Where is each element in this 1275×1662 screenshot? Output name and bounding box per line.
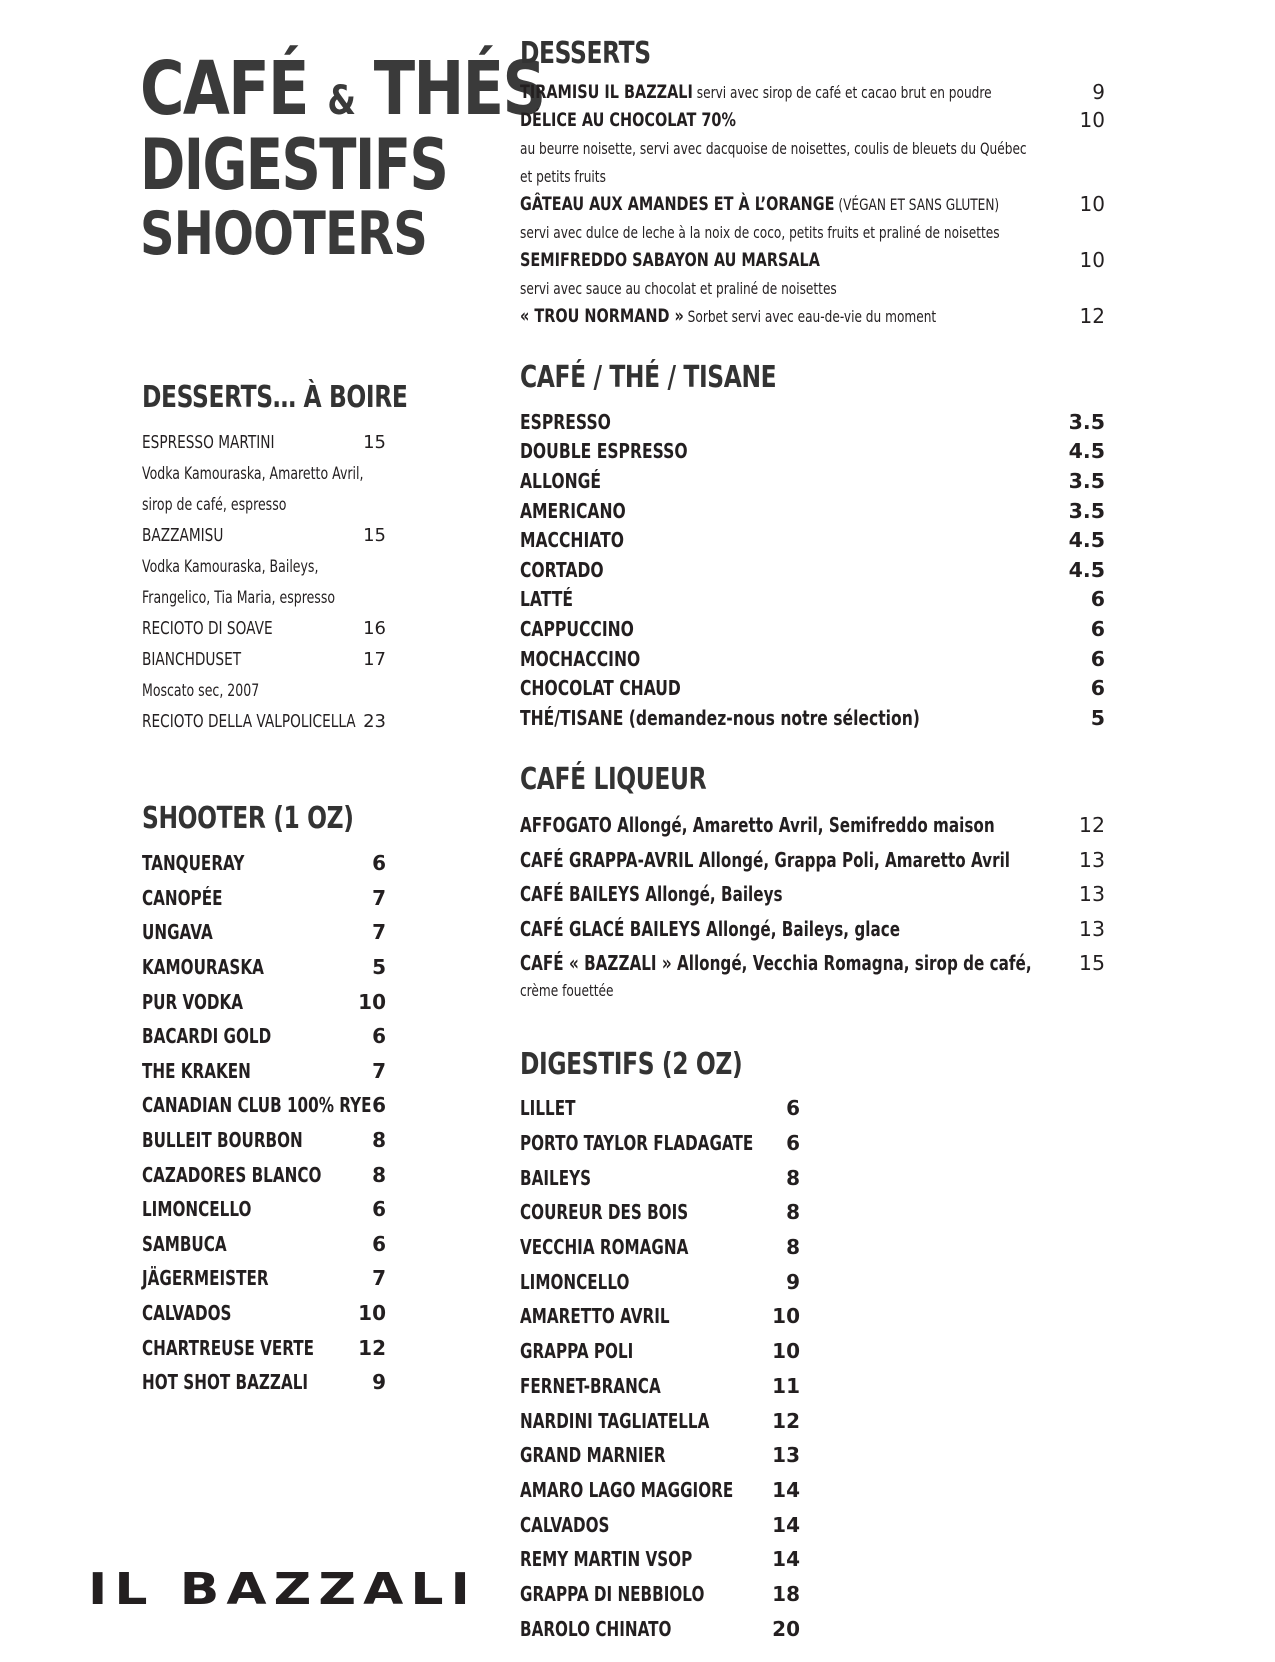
menu-item xyxy=(520,1334,800,1369)
item-price: 8 xyxy=(786,1235,800,1260)
item-price: 5 xyxy=(1090,705,1105,730)
item-description: au beurre noisette, servi avec dacquoise de noisettes, coulis de bleuets du Québec xyxy=(520,138,1027,158)
item-name: REMY MARTIN VSOP xyxy=(520,1547,693,1572)
item-price: 9 xyxy=(372,1370,386,1395)
item-name: SAMBUCA xyxy=(142,1231,227,1256)
item-price: 10 xyxy=(1079,192,1105,216)
item-description: sirop de café, espresso xyxy=(142,495,287,514)
item-name: CAZADORES BLANCO xyxy=(142,1162,322,1187)
item-name: RECIOTO DELLA VALPOLICELLA xyxy=(142,711,356,732)
item-price: 7 xyxy=(372,920,386,945)
menu-item xyxy=(142,520,392,551)
menu-item xyxy=(520,673,1105,703)
item-name: CAFÉ GLACÉ BAILEYS Allongé, Baileys, glace xyxy=(520,916,901,941)
item-name: THE KRAKEN xyxy=(142,1058,251,1083)
menu-item xyxy=(142,1054,392,1089)
menu-item xyxy=(520,302,1105,330)
item-name: CAFÉ BAILEYS Allongé, Baileys xyxy=(520,882,783,907)
item-price: 8 xyxy=(372,1162,386,1187)
item-name: AMARO LAGO MAGGIORE xyxy=(520,1477,734,1502)
item-price: 6 xyxy=(372,1093,386,1118)
item-price: 14 xyxy=(772,1512,800,1537)
digestifs-heading: DIGESTIFS (2 OZ) xyxy=(520,1047,743,1082)
item-name: CORTADO xyxy=(520,557,604,582)
menu-item xyxy=(520,1091,800,1126)
item-description: crème fouettée xyxy=(520,980,614,1000)
menu-item xyxy=(520,1195,800,1230)
item-name: FERNET-BRANCA xyxy=(520,1373,661,1398)
item-price: 7 xyxy=(372,885,386,910)
menu-item xyxy=(520,1403,800,1438)
menu-item xyxy=(520,808,1105,843)
menu-item xyxy=(520,555,1105,585)
item-name: GÂTEAU AUX AMANDES ET À L’ORANGE (VÉGAN ET SANS GLUTEN) xyxy=(520,193,1000,215)
item-name: CALVADOS xyxy=(520,1512,610,1537)
menu-item xyxy=(520,877,1105,912)
item-name: AMARETTO AVRIL xyxy=(520,1304,670,1329)
item-price: 10 xyxy=(772,1339,800,1364)
item-description: Frangelico, Tia Maria, espresso xyxy=(142,588,336,607)
menu-item xyxy=(142,644,392,675)
item-price: 14 xyxy=(772,1477,800,1502)
menu-item xyxy=(142,846,392,881)
item-price: 10 xyxy=(358,1301,386,1326)
menu-item xyxy=(142,1192,392,1227)
menu-item xyxy=(142,1261,392,1296)
item-price: 8 xyxy=(786,1165,800,1190)
item-name: AMERICANO xyxy=(520,498,626,523)
menu-item xyxy=(520,912,1105,947)
item-name: CALVADOS xyxy=(142,1301,232,1326)
item-price: 9 xyxy=(786,1269,800,1294)
item-name: GRAPPA DI NEBBIOLO xyxy=(520,1581,705,1606)
item-price: 6 xyxy=(372,851,386,876)
item-price: 15 xyxy=(1078,951,1105,976)
item-note: servi avec sirop de café et cacao brut en poudre xyxy=(692,83,992,102)
item-price: 6 xyxy=(1090,646,1105,671)
item-price: 13 xyxy=(772,1443,800,1468)
item-name: HOT SHOT BAZZALI xyxy=(142,1370,309,1395)
item-price: 8 xyxy=(372,1128,386,1153)
il-bazzali-logo: IL BAZZALI xyxy=(88,1564,477,1615)
item-name: CAPPUCCINO xyxy=(520,616,634,641)
item-price: 6 xyxy=(786,1096,800,1121)
menu-item xyxy=(142,1123,392,1158)
item-name: BACARDI GOLD xyxy=(142,1024,272,1049)
menu-item xyxy=(520,106,1105,134)
menu-item xyxy=(142,613,392,644)
item-price: 11 xyxy=(772,1373,800,1398)
item-price: 18 xyxy=(772,1581,800,1606)
item-name: ESPRESSO MARTINI xyxy=(142,432,275,453)
menu-item xyxy=(142,1365,392,1400)
item-price: 6 xyxy=(1090,587,1105,612)
item-name: NARDINI TAGLIATELLA xyxy=(520,1408,710,1433)
item-name: BAILEYS xyxy=(520,1165,592,1190)
item-description: servi avec sauce au chocolat et praliné de noisettes xyxy=(520,278,837,298)
item-name: JÄGERMEISTER xyxy=(142,1266,269,1291)
item-price: 16 xyxy=(363,618,386,639)
menu-item xyxy=(520,644,1105,674)
item-price: 13 xyxy=(1078,916,1105,941)
title-line-2: DIGESTIFS xyxy=(140,124,448,206)
item-name: KAMOURASKA xyxy=(142,955,264,980)
item-name: CHARTREUSE VERTE xyxy=(142,1335,315,1360)
menu-item xyxy=(142,1296,392,1331)
item-price: 4.5 xyxy=(1068,557,1105,582)
menu-item xyxy=(520,407,1105,437)
item-price: 6 xyxy=(372,1024,386,1049)
menu-item xyxy=(142,1088,392,1123)
item-name: GRAND MARNIER xyxy=(520,1443,666,1468)
item-price: 9 xyxy=(1092,80,1105,104)
desserts-a-boire-heading: DESSERTS… À BOIRE xyxy=(142,380,408,415)
menu-item xyxy=(520,1264,800,1299)
item-price: 8 xyxy=(786,1200,800,1225)
item-price: 10 xyxy=(358,989,386,1014)
menu-item xyxy=(520,1160,800,1195)
item-price: 6 xyxy=(1090,616,1105,641)
menu-item xyxy=(520,1611,800,1646)
menu-item xyxy=(520,437,1105,467)
item-name: ESPRESSO xyxy=(520,409,611,434)
item-name: DÉLICE AU CHOCOLAT 70% xyxy=(520,109,736,131)
item-price: 23 xyxy=(363,711,386,732)
item-name: AFFOGATO Allongé, Amaretto Avril, Semifreddo maison xyxy=(520,813,995,838)
item-price: 7 xyxy=(372,1266,386,1291)
title-line-1: CAFÉ & THÉS xyxy=(140,46,545,132)
menu-item xyxy=(520,496,1105,526)
item-name: BAROLO CHINATO xyxy=(520,1616,672,1641)
menu-item xyxy=(520,1230,800,1265)
item-price: 3.5 xyxy=(1068,498,1105,523)
desserts-a-boire-list xyxy=(142,427,392,737)
item-name: MACCHIATO xyxy=(520,528,624,553)
item-price: 3.5 xyxy=(1068,409,1105,434)
item-description: Vodka Kamouraska, Baileys, xyxy=(142,557,319,576)
title-line-3: SHOOTERS xyxy=(140,199,428,269)
menu-item xyxy=(142,950,392,985)
item-price: 6 xyxy=(372,1197,386,1222)
item-note: (VÉGAN ET SANS GLUTEN) xyxy=(834,195,1000,214)
item-price: 17 xyxy=(363,649,386,670)
menu-item xyxy=(142,427,392,458)
menu-item xyxy=(520,614,1105,644)
item-price: 4.5 xyxy=(1068,528,1105,553)
item-name: LIMONCELLO xyxy=(142,1197,252,1222)
item-price: 5 xyxy=(372,955,386,980)
item-name: CHOCOLAT CHAUD xyxy=(520,676,681,701)
item-name: TANQUERAY xyxy=(142,851,245,876)
menu-item xyxy=(520,246,1105,274)
item-price: 13 xyxy=(1078,882,1105,907)
item-price: 7 xyxy=(372,1058,386,1083)
cafe-the-tisane-list xyxy=(520,407,1105,733)
item-price: 10 xyxy=(772,1304,800,1329)
menu-item xyxy=(520,1542,800,1577)
item-price: 6 xyxy=(372,1231,386,1256)
item-name: THÉ/TISANE (demandez-nous notre sélection) xyxy=(520,705,920,730)
item-name: GRAPPA POLI xyxy=(520,1339,634,1364)
item-price: 6 xyxy=(1090,676,1105,701)
menu-item xyxy=(142,881,392,916)
item-name: BULLEIT BOURBON xyxy=(142,1128,303,1153)
menu-item xyxy=(520,1577,800,1612)
menu-item xyxy=(520,946,1105,981)
menu-item xyxy=(520,703,1105,733)
item-price: 15 xyxy=(363,525,386,546)
menu-item xyxy=(520,1507,800,1542)
menu-item xyxy=(520,466,1105,496)
item-name: CANOPÉE xyxy=(142,885,223,910)
menu-item xyxy=(520,1299,800,1334)
item-price: 14 xyxy=(772,1547,800,1572)
cafe-liqueur-list xyxy=(520,808,1105,1000)
item-price: 13 xyxy=(1078,847,1105,872)
menu-item xyxy=(520,843,1105,878)
item-name: PUR VODKA xyxy=(142,989,244,1014)
item-name: VECCHIA ROMAGNA xyxy=(520,1235,689,1260)
cafe-the-tisane-heading: CAFÉ / THÉ / TISANE xyxy=(520,360,777,395)
item-name: BIANCHDUSET xyxy=(142,649,242,670)
item-name: CAFÉ GRAPPA-AVRIL Allongé, Grappa Poli, Amaretto Avril xyxy=(520,847,1011,872)
item-name: LIMONCELLO xyxy=(520,1269,630,1294)
menu-item xyxy=(142,1019,392,1054)
cafe-liqueur-heading: CAFÉ LIQUEUR xyxy=(520,762,707,797)
item-description: et petits fruits xyxy=(520,166,606,186)
item-note: Sorbet servi avec eau-de-vie du moment xyxy=(683,307,937,326)
item-price: 15 xyxy=(363,432,386,453)
digestifs-list xyxy=(520,1091,800,1646)
item-name: CANADIAN CLUB 100% RYE xyxy=(142,1093,372,1118)
menu-item xyxy=(520,1438,800,1473)
menu-item xyxy=(142,706,392,737)
menu-item xyxy=(520,1473,800,1508)
item-price: 12 xyxy=(1079,304,1105,328)
item-name: TIRAMISU IL BAZZALI servi avec sirop de café et cacao brut en poudre xyxy=(520,81,992,103)
item-name: « TROU NORMAND » Sorbet servi avec eau-de-vie du moment xyxy=(520,305,937,327)
title-ampersand: & xyxy=(327,78,355,124)
item-description: servi avec dulce de leche à la noix de coco, petits fruits et praliné de noisettes xyxy=(520,222,1000,242)
item-name: PORTO TAYLOR FLADAGATE xyxy=(520,1131,754,1156)
menu-item xyxy=(520,585,1105,615)
menu-item xyxy=(142,1227,392,1262)
item-name: SEMIFREDDO SABAYON AU MARSALA xyxy=(520,249,820,271)
item-price: 12 xyxy=(1078,813,1105,838)
item-name: LILLET xyxy=(520,1096,576,1121)
shooter-heading: SHOOTER (1 OZ) xyxy=(142,801,354,836)
item-description: Vodka Kamouraska, Amaretto Avril, xyxy=(142,464,364,483)
item-name: RECIOTO DI SOAVE xyxy=(142,618,273,639)
menu-item xyxy=(520,78,1105,106)
item-price: 12 xyxy=(772,1408,800,1433)
menu-item xyxy=(142,915,392,950)
item-name: BAZZAMISU xyxy=(142,525,224,546)
item-name: UNGAVA xyxy=(142,920,213,945)
shooter-list xyxy=(142,846,392,1400)
menu-item xyxy=(520,190,1105,218)
item-name: MOCHACCINO xyxy=(520,646,641,671)
menu-item xyxy=(520,525,1105,555)
item-name: LATTÉ xyxy=(520,587,574,612)
menu-item xyxy=(520,1126,800,1161)
item-price: 4.5 xyxy=(1068,439,1105,464)
item-price: 10 xyxy=(1079,248,1105,272)
item-price: 12 xyxy=(358,1335,386,1360)
item-name: CAFÉ « BAZZALI » Allongé, Vecchia Romagna, sirop de café, xyxy=(520,951,1032,976)
menu-item xyxy=(142,1157,392,1192)
menu-item xyxy=(142,984,392,1019)
item-price: 3.5 xyxy=(1068,468,1105,493)
item-name: ALLONGÉ xyxy=(520,468,602,493)
desserts-heading: DESSERTS xyxy=(520,36,651,71)
menu-item xyxy=(520,1369,800,1404)
item-price: 10 xyxy=(1079,108,1105,132)
item-name: DOUBLE ESPRESSO xyxy=(520,439,688,464)
menu-item xyxy=(142,1330,392,1365)
item-price: 6 xyxy=(786,1131,800,1156)
item-name: COUREUR DES BOIS xyxy=(520,1200,689,1225)
item-description: Moscato sec, 2007 xyxy=(142,681,260,700)
item-price: 20 xyxy=(772,1616,800,1641)
desserts-list xyxy=(520,78,1105,330)
